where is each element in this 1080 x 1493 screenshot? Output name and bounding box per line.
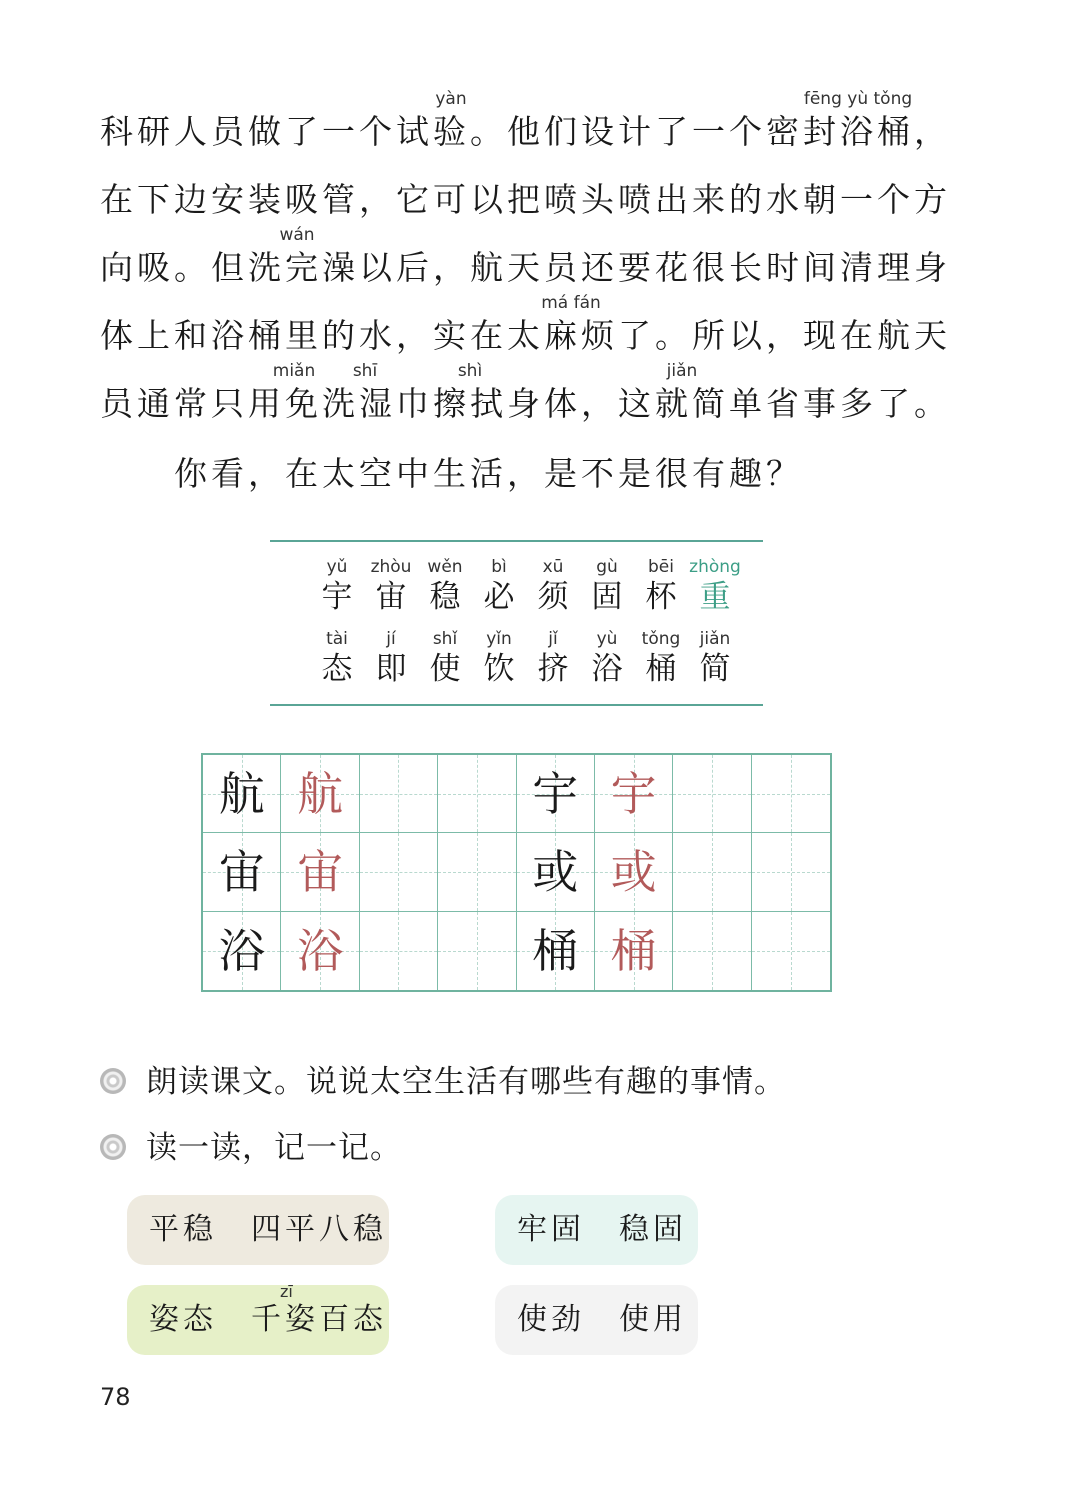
grid-model-character: 航 (218, 767, 265, 821)
vocab-pinyin: xū (542, 557, 564, 577)
grid-cell (203, 912, 281, 990)
grid-cell (752, 833, 830, 911)
vocab-hanzi: 固 (591, 579, 623, 615)
vocab-hanzi: 饮 (483, 651, 515, 687)
grid-cell (752, 912, 830, 990)
grid-cell (595, 833, 673, 911)
grid-trace-character: 桶 (610, 923, 657, 978)
vocab-character (580, 628, 634, 688)
pinyin-annotation: wán (279, 225, 315, 245)
grid-cell (438, 833, 516, 911)
grid-cell (360, 755, 438, 833)
vocab-hanzi: 杯 (645, 579, 677, 615)
grid-model-character: 浴 (218, 923, 265, 978)
grid-cell (360, 833, 438, 911)
pinyin-annotation: shì (457, 361, 483, 381)
vocab-character (472, 628, 526, 688)
vocab-row-1 (310, 556, 741, 626)
word-pill-d (495, 1285, 698, 1355)
word-pill-b (495, 1195, 698, 1265)
grid-model-character (360, 833, 437, 910)
vocab-pinyin: bì (491, 557, 507, 577)
grid-cell (281, 833, 359, 911)
vocab-pinyin: zhòng (689, 557, 741, 577)
vocab-pinyin: zhòu (370, 557, 412, 577)
pinyin-annotation: miǎn (272, 361, 316, 381)
pinyin-annotation: yàn (435, 89, 467, 109)
vocab-hanzi: 宙 (375, 579, 407, 615)
vocab-pinyin: jǐ (548, 629, 558, 649)
word-pill-a-text: 平稳 四平八稳 (149, 1212, 387, 1247)
exercise-bullet-icon (100, 1134, 126, 1160)
vocab-hanzi: 重 (699, 579, 731, 615)
passage-line-text: 科研人员做了一个试验。他们设计了一个密封浴桶， (100, 112, 951, 151)
passage-line-text: 体上和浴桶里的水，实在太麻烦了。所以，现在航天 (100, 316, 951, 355)
grid-model-character (673, 755, 750, 832)
vocab-hanzi: 须 (537, 579, 569, 615)
passage-line-text: 员通常只用免洗湿巾擦拭身体，这就简单省事多了。 (100, 384, 951, 423)
grid-model-character: 或 (532, 845, 579, 900)
grid-model-character (752, 912, 830, 990)
vocab-character (418, 628, 472, 688)
vocab-character (310, 556, 364, 616)
grid-cell (203, 755, 281, 833)
pinyin-annotation: fēng yù tǒng (803, 89, 913, 109)
vocab-pinyin: bēi (648, 557, 674, 577)
grid-cell (673, 833, 751, 911)
grid-model-character (752, 833, 830, 910)
grid-trace-character: 宙 (297, 845, 344, 900)
vocab-character (688, 628, 742, 688)
vocab-character (580, 556, 634, 616)
vocab-pinyin: gù (596, 557, 618, 577)
passage-line-text: 你看，在太空中生活，是不是很有趣？ (174, 454, 803, 493)
vocab-character (688, 556, 742, 616)
vocab-character (364, 628, 418, 688)
grid-cell (517, 755, 595, 833)
vocab-pinyin: yǔ (326, 557, 348, 577)
vocab-character (634, 628, 688, 688)
exercise-2-text: 读一读，记一记。 (146, 1130, 402, 1166)
grid-cell (438, 755, 516, 833)
grid-cell (281, 912, 359, 990)
vocab-pinyin: tǒng (641, 629, 681, 649)
grid-cell (438, 912, 516, 990)
grid-trace-character: 航 (297, 767, 344, 821)
exercise-1-text: 朗读课文。说说太空生活有哪些有趣的事情。 (146, 1064, 786, 1100)
grid-model-character (438, 833, 515, 910)
grid-model-character (752, 755, 830, 832)
grid-cell (595, 912, 673, 990)
grid-trace-character: 浴 (297, 923, 344, 978)
vocab-hanzi: 使 (429, 651, 461, 687)
passage-line-text: 向吸。但洗完澡以后，航天员还要花很长时间清理身 (100, 248, 951, 287)
grid-cell (281, 755, 359, 833)
pinyin-annotation: má fán (541, 293, 601, 313)
grid-model-character (673, 912, 750, 990)
word-pill-c-text: 姿态 千姿百态 (149, 1302, 387, 1337)
grid-model-character (438, 755, 515, 832)
vocab-hanzi: 桶 (645, 651, 677, 687)
grid-model-character: 宙 (218, 845, 265, 900)
pinyin-annotation: jiǎn (666, 361, 698, 381)
vocab-pinyin: shǐ (432, 629, 458, 649)
grid-cell (203, 833, 281, 911)
vocab-character (526, 628, 580, 688)
word-pill-b-text: 牢固 稳固 (517, 1212, 687, 1247)
vocab-hanzi: 态 (321, 651, 353, 687)
vocab-character (418, 556, 472, 616)
grid-cell (752, 755, 830, 833)
grid-model-character: 桶 (532, 923, 579, 978)
grid-model-character (360, 755, 437, 832)
vocab-character (634, 556, 688, 616)
page-number: 78 (100, 1383, 131, 1411)
vocab-pinyin: yǐn (486, 629, 512, 649)
exercise-bullet-icon (100, 1068, 126, 1094)
vocab-hanzi: 稳 (429, 579, 461, 615)
grid-cell (673, 755, 751, 833)
writing-grid (201, 753, 832, 992)
vocab-character (310, 628, 364, 688)
word-pill-a (127, 1195, 389, 1265)
grid-model-character (438, 912, 515, 990)
grid-model-character: 宇 (532, 767, 579, 821)
word-pill-c (127, 1282, 389, 1355)
word-pill-c-pinyin: zī (280, 1282, 293, 1301)
vocab-character (472, 556, 526, 616)
vocab-pinyin: yù (596, 629, 618, 649)
vocab-pinyin: jí (386, 629, 396, 649)
grid-cell (517, 912, 595, 990)
grid-cell (595, 755, 673, 833)
passage-line-text: 在下边安装吸管，它可以把喷头喷出来的水朝一个方 (100, 180, 951, 219)
vocab-pinyin: wěn (427, 557, 463, 577)
grid-trace-character: 宇 (610, 767, 657, 821)
vocab-row-2 (310, 628, 730, 698)
vocab-hanzi: 挤 (537, 651, 569, 687)
vocab-hanzi: 宇 (321, 579, 353, 615)
vocab-hanzi: 必 (483, 579, 515, 615)
word-pill-d-text: 使劲 使用 (517, 1302, 687, 1337)
grid-model-character (360, 912, 437, 990)
vocab-pinyin: jiǎn (699, 629, 731, 649)
grid-cell (360, 912, 438, 990)
grid-cell (673, 912, 751, 990)
vocab-character (526, 556, 580, 616)
pinyin-annotation: shī (352, 361, 378, 381)
vocab-hanzi: 即 (375, 651, 407, 687)
vocab-hanzi: 简 (699, 651, 731, 687)
vocab-pinyin: tài (326, 629, 348, 649)
vocab-character (364, 556, 418, 616)
grid-model-character (673, 833, 750, 910)
vocab-hanzi: 浴 (591, 651, 623, 687)
grid-cell (517, 833, 595, 911)
new-characters-box (270, 540, 763, 706)
grid-trace-character: 或 (610, 845, 657, 900)
